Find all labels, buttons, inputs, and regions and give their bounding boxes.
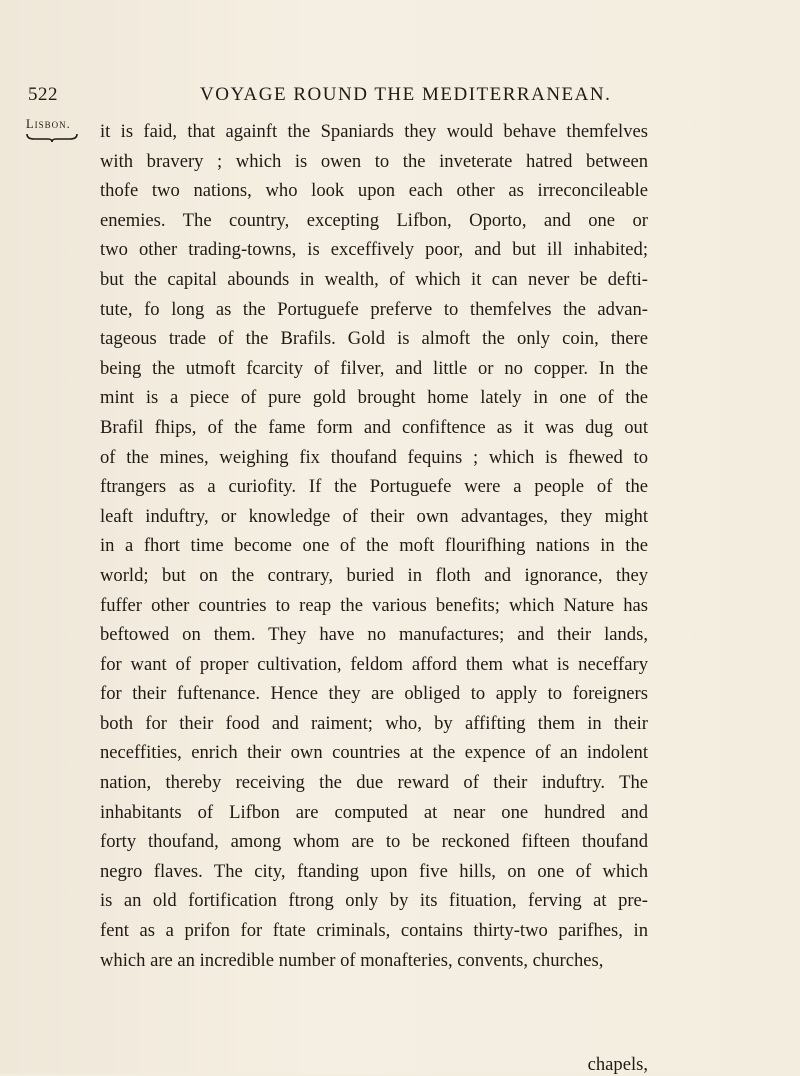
text-line: two other trading-towns, is exceffively poor, and but ill inhabited; xyxy=(100,239,648,261)
text-line: tageous trade of the Brafils. Gold is almoft the only coin, there xyxy=(100,328,648,350)
text-line: being the utmoft fcarcity of filver, and little or no copper. In the xyxy=(100,357,648,379)
text-line: but the capital abounds in wealth, of which it can never be defti- xyxy=(100,268,648,290)
body-text xyxy=(100,117,648,975)
text-line: world; but on the contrary, buried in floth and ignorance, they xyxy=(100,564,648,586)
text-line: inhabitants of Lifbon are computed at near one hundred and xyxy=(100,801,648,823)
margin-brace-icon xyxy=(26,133,78,143)
text-line: which are an incredible number of monafteries, convents, churches, xyxy=(100,949,604,971)
text-line: for want of proper cultivation, feldom afford them what is neceffary xyxy=(100,653,648,675)
text-line: fent as a prifon for ftate criminals, contains thirty-two parifhes, in xyxy=(100,920,648,942)
page-number: 522 xyxy=(28,84,58,105)
text-line: of the mines, weighing fix thoufand fequins ; which is fhewed to xyxy=(100,446,648,468)
text-line: fuffer other countries to reap the various benefits; which Nature has xyxy=(100,594,648,616)
text-line: is an old fortification ftrong only by its fituation, ferving at pre- xyxy=(100,890,648,912)
catchword: chapels, xyxy=(587,1054,648,1075)
text-line: mint is a piece of pure gold brought home lately in one of the xyxy=(100,387,648,409)
text-line: both for their food and raiment; who, by affifting them in their xyxy=(100,712,648,734)
running-head: VOYAGE ROUND THE MEDITERRANEAN. xyxy=(200,84,612,105)
text-line: with bravery ; which is owen to the inveterate hatred between xyxy=(100,150,648,172)
text-line: for their fuftenance. Hence they are obliged to apply to foreigners xyxy=(100,683,648,705)
page-header xyxy=(28,84,628,114)
text-line: Brafil fhips, of the fame form and confiftence as it was dug out xyxy=(100,416,648,438)
text-line: enemies. The country, excepting Lifbon, Oporto, and one or xyxy=(100,209,648,231)
text-line: in a fhort time become one of the moft flourifhing nations in the xyxy=(100,535,648,557)
text-line: tute, fo long as the Portuguefe preferve to themfelves the advan- xyxy=(100,298,648,320)
text-line: beftowed on them. They have no manufactures; and their lands, xyxy=(100,624,648,646)
text-line: neceffities, enrich their own countries at the expence of an indolent xyxy=(100,742,648,764)
margin-note: Lisbon. xyxy=(26,117,71,131)
text-line: it is faid, that againft the Spaniards they would behave themfelves xyxy=(100,121,648,142)
text-line: negro flaves. The city, ftanding upon five hills, on one of which xyxy=(100,860,648,882)
text-line: forty thoufand, among whom are to be reckoned fifteen thoufand xyxy=(100,831,648,853)
text-line: ftrangers as a curiofity. If the Portuguefe were a people of the xyxy=(100,476,648,498)
text-line: nation, thereby receiving the due reward of their induftry. The xyxy=(100,772,648,794)
text-line: leaft induftry, or knowledge of their own advantages, they might xyxy=(100,505,648,527)
text-line: thofe two nations, who look upon each other as irreconcileable xyxy=(100,180,648,202)
